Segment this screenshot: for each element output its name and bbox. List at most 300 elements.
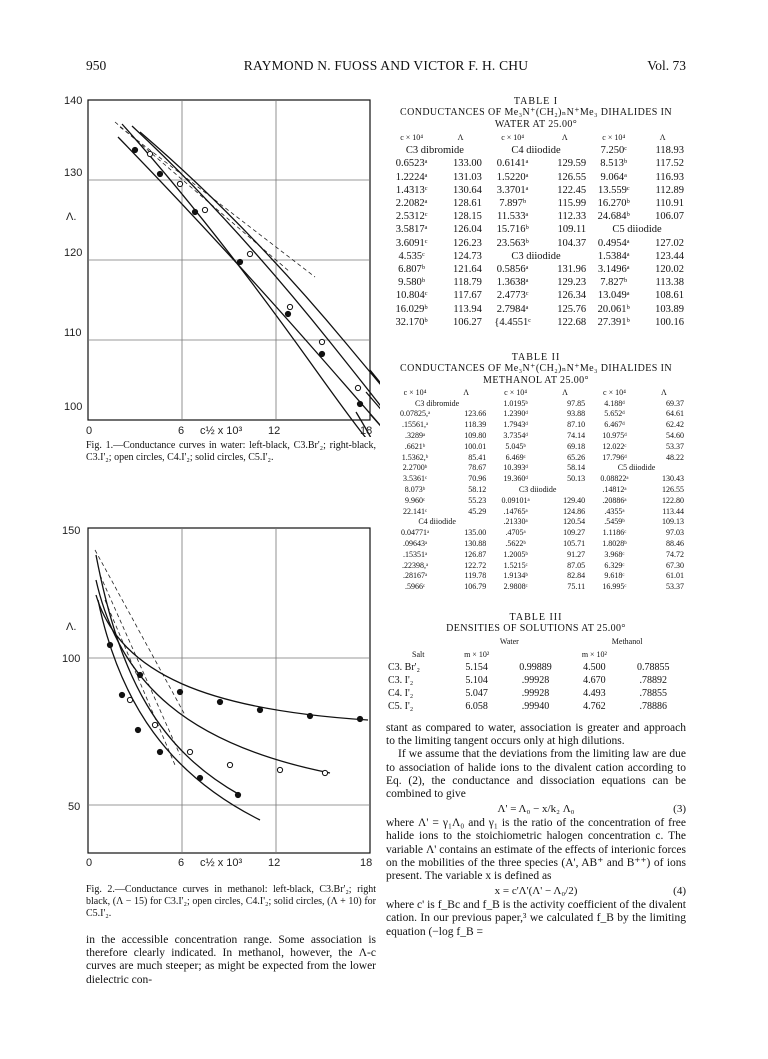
table-cell: 2.7984ᵃ (496, 303, 529, 315)
table-row (386, 144, 686, 157)
table-cell: 124.73 (453, 250, 482, 262)
data-point (227, 762, 232, 767)
table-cell: 119.78 (464, 571, 487, 581)
table-row (386, 452, 686, 463)
table-cell: 118.93 (655, 145, 684, 157)
table-cell: 0.09101ᵃ (501, 495, 530, 505)
fig1-xtick-label: 12 (268, 425, 281, 437)
table-cell: 10.393ᵈ (503, 463, 528, 473)
table-cell: 1.1186ᶜ (602, 528, 627, 538)
table-header-row (386, 648, 686, 661)
table-cell: 122.80 (662, 495, 684, 505)
table-cell: 32.170ᵇ (395, 316, 428, 328)
data-point (197, 775, 202, 780)
table-header-row (386, 131, 686, 144)
table-row (386, 210, 686, 223)
table-cell: 7.250ᶜ (600, 145, 627, 157)
table-row (386, 495, 686, 506)
data-point (355, 385, 360, 390)
fig1-ytick-label: 120 (64, 247, 83, 259)
table-cell: 1.5362,ᵇ (401, 452, 429, 462)
fig2-xtick-label: 12 (268, 857, 281, 869)
table-cell: .78855 (639, 688, 667, 699)
table-cell: 122.68 (557, 316, 587, 328)
paragraph: stant as compared to water, association is greater and approach to the limiting tangent occurs only at high dilutions. (386, 722, 686, 748)
table-group-label: C3 diiodide (511, 250, 561, 262)
table-cell: 3.5361ᶜ (403, 474, 428, 484)
table-cell: 112.89 (655, 184, 684, 196)
fig1-xtick-label: 0 (86, 425, 93, 437)
figure-2-caption: Fig. 2.—Conductance curves in methanol: left-black, C3.Br'₂; right black, (Λ − 15) for C3.I'₂; open circles, C4.I'₂; solid circles, (Λ + 10) for C5.I'₂. (86, 884, 376, 919)
table-cell: 129.23 (557, 277, 587, 289)
table-cell: 69.18 (567, 441, 586, 451)
table-row (386, 700, 686, 713)
table-cell: 7.897ᵇ (499, 198, 527, 210)
table-row (386, 441, 686, 452)
data-point (247, 251, 252, 256)
table-cell: 113.94 (453, 303, 482, 315)
table-cell: C5. I'₂ (388, 701, 414, 712)
table-cell: 65.26 (567, 452, 586, 462)
volume-label: Vol. 73 (647, 58, 686, 73)
table-cell: 104.37 (557, 237, 587, 249)
table-cell: 108.61 (655, 290, 684, 302)
data-point (192, 209, 197, 214)
figure-1-caption: Fig. 1.—Conductance curves in water: left-black, C3.Br'₂; right-black, C3.I'₂; open circles, C4.I'₂; solid circles, C5.I'₂. (86, 440, 376, 463)
table-cell: 2.4773ᶜ (496, 290, 529, 302)
table-cell: 23.563ᵇ (496, 237, 529, 249)
table-cell: .6621ᵇ (404, 441, 426, 451)
paragraph: where c' is f_Bc and f_B is the activity coefficient of the divalent cation. In our previous paper,³ we calculated f_B by the limiting equation (−log f_B = (386, 899, 686, 938)
table-row (386, 581, 686, 592)
fig1-ytick-label: 130 (64, 167, 83, 179)
table-cell: 8.513ᵇ (600, 158, 628, 170)
table-cell: 4.500 (583, 662, 606, 673)
data-point (177, 689, 182, 694)
table-cell: 6.329ᶜ (604, 560, 625, 570)
table-row (386, 484, 686, 495)
table-cell: 24.684ᵇ (597, 211, 630, 223)
left-column-text: in the accessible concentration range. Some association is therefore clearly indicated. In methanol, however, the Λ-c curves are much steeper; as might be expected from the lower dielectric con- (86, 934, 376, 986)
table-cell: 6.807ᵇ (398, 263, 426, 275)
table-cell: 126.87 (464, 549, 487, 559)
table-cell: .14765ᵃ (503, 506, 528, 516)
table-cell: 48.22 (666, 452, 684, 462)
table-cell: 1.5384ᵃ (597, 250, 630, 262)
table-row (386, 473, 686, 484)
table-cell: 9.960ᶜ (405, 495, 426, 505)
data-point (217, 699, 222, 704)
table-cell: 0.5856ᵃ (496, 263, 529, 275)
table-cell: 113.44 (662, 506, 684, 516)
table-cell: 8.073ᵇ (404, 485, 426, 495)
column-header: Λ (659, 133, 666, 143)
table-cell: 4.670 (583, 675, 606, 686)
running-header (86, 58, 686, 76)
table-row (386, 419, 686, 430)
table-group-header-row (386, 635, 686, 648)
table-cell: 109.27 (563, 528, 586, 538)
equation-4 (386, 883, 686, 899)
fig2-y-axis-label: Λ. (66, 621, 77, 633)
table-cell: {4.4551ᶜ (494, 316, 531, 328)
running-authors: RAYMOND N. FUOSS AND VICTOR F. H. CHU (243, 58, 529, 73)
table-cell: 122.45 (557, 184, 587, 196)
data-point (287, 304, 292, 309)
table-cell: .99928 (521, 688, 550, 699)
table-cell: .99940 (521, 701, 550, 712)
table-cell: .5966ᶜ (405, 582, 426, 592)
table-cell: 1.9134ᵇ (503, 571, 528, 581)
table-cell: .78892 (639, 675, 667, 686)
right-column-text (386, 722, 686, 939)
paragraph: where Λ' = γ₁Λ₀ and γ₁ is the ratio of the concentration of free halide ions to the stoichiometric halogen concentration c. The variable Λ' contains an estimate of the effects of interionic forces on the mobilities of the three species (A', AB⁺ and B⁺⁺) of ions present. The variable x is defined as (386, 817, 686, 883)
table-cell: 97.85 (567, 398, 586, 408)
table-cell: 16.029ᵇ (395, 303, 428, 315)
table-row (386, 197, 686, 210)
table-cell: 106.07 (655, 211, 684, 223)
table-row (386, 316, 686, 329)
table-cell: 105.71 (563, 539, 586, 549)
table-cell: 121.64 (453, 263, 482, 275)
fig2-limiting-tangent (95, 550, 185, 715)
fig2-curve-c4i (96, 580, 330, 773)
table-1-subtitle-line: WATER AT 25.00° (494, 119, 578, 130)
table-cell: 20.061ᵇ (597, 303, 630, 315)
table-cell: .20886ᵃ (602, 495, 627, 505)
table-cell: .28167ᵃ (402, 571, 428, 581)
table-cell: 5.154 (465, 662, 488, 673)
table-cell: 12.022ᶜ (602, 441, 627, 451)
table-cell: 93.88 (567, 409, 586, 419)
table-cell: 131.03 (453, 171, 482, 183)
table-cell: 1.2005ᵇ (503, 549, 528, 559)
fig1-curve-c3i (132, 126, 380, 420)
data-point (132, 147, 137, 152)
fig2-ytick-label: 50 (68, 801, 81, 813)
table-cell: 112.33 (557, 211, 587, 223)
table-2-title: TABLE II (511, 352, 561, 363)
data-point (319, 339, 324, 344)
spacer (386, 635, 451, 648)
table-cell: 7.827ᵇ (600, 277, 628, 289)
column-group-header: Water (499, 637, 519, 646)
page-number: 950 (86, 58, 107, 73)
equation-3-body: Λ' = Λ₀ − x/k₂ Λ₀ (497, 803, 575, 816)
table-cell: 4.188ᵈ (604, 398, 625, 408)
table-cell: 120.54 (563, 517, 586, 527)
table-cell: .99928 (521, 675, 550, 686)
table-cell: 91.27 (567, 549, 586, 559)
table-cell: 70.96 (468, 474, 487, 484)
table-cell: 1.0195ᵇ (503, 398, 528, 408)
column-header: c × 10⁴ (504, 387, 528, 397)
table-cell: 53.37 (666, 441, 684, 451)
table-cell: 1.8028ᵇ (602, 539, 627, 549)
table-cell: 130.43 (662, 474, 684, 484)
table-cell: .15351ᵃ (402, 549, 428, 559)
table-cell: 5.104 (465, 675, 488, 686)
table-row (386, 263, 686, 276)
column-header: Λ (562, 387, 568, 397)
table-group-label: C3 dibromide (405, 145, 464, 157)
table-cell: 9.580ᵇ (398, 277, 426, 289)
table-cell: 75.11 (567, 582, 586, 592)
table-cell: 0.78855 (637, 662, 670, 673)
data-point (357, 716, 362, 721)
table-cell: 129.40 (563, 495, 586, 505)
fig1-xtick-label: 18 (360, 425, 373, 437)
table-1 (386, 131, 686, 329)
data-point (285, 311, 290, 316)
table-3 (386, 635, 686, 713)
table-cell: 74.14 (567, 431, 586, 441)
table-group-label: C5 diiodide (612, 224, 662, 236)
table-cell: 3.1496ᵃ (597, 263, 630, 275)
table-cell: 11.533ᵃ (496, 211, 529, 223)
table-cell: 115.99 (557, 198, 587, 210)
table-header-row (386, 387, 686, 398)
fig1-xtick-label: 6 (178, 425, 185, 437)
table-1-subtitle-line: CONDUCTANCES OF Me₃N⁺(CH₂)ₙN⁺Me₃ DIHALIDES IN (400, 107, 672, 118)
column-group-header: Methanol (611, 637, 643, 646)
table-row (386, 398, 686, 409)
fig2-xtick-label: 0 (86, 857, 93, 869)
table-cell: 126.23 (453, 237, 482, 249)
figure-2-plot (60, 520, 380, 870)
table-cell: 4.493 (583, 688, 606, 699)
table-cell: 126.04 (453, 224, 482, 236)
fig1-limiting-tangent (120, 127, 315, 277)
data-point (127, 697, 132, 702)
column-header: c × 10⁴ (400, 133, 424, 143)
table-cell: 87.05 (567, 560, 586, 570)
table-cell: 45.29 (468, 506, 487, 516)
fig2-curve-c5i (96, 595, 368, 720)
table-cell: 5.652ᵈ (604, 409, 625, 419)
table-cell: 6.469ᶜ (505, 452, 526, 462)
data-point (277, 767, 282, 772)
table-cell: .22398,ᵃ (401, 560, 429, 570)
table-row (386, 661, 686, 674)
fig2-x-axis-label: c½ x 10³ (200, 857, 243, 869)
table-cell: 10.804ᶜ (395, 290, 428, 302)
data-point (257, 707, 262, 712)
table-cell: .5459ᵇ (604, 517, 625, 527)
table-cell: 128.61 (453, 198, 482, 210)
column-header: Salt (412, 650, 425, 659)
table-cell: 13.559ᶜ (597, 184, 630, 196)
table-cell: 64.61 (666, 409, 684, 419)
equation-4-number: (4) (673, 885, 686, 898)
table-cell: 118.39 (464, 420, 487, 430)
table-cell: .4355ᵃ (604, 506, 625, 516)
table-cell: 13.049ᵃ (597, 290, 630, 302)
table-cell: 126.55 (662, 485, 684, 495)
table-row (386, 289, 686, 302)
fig2-xtick-label: 6 (178, 857, 185, 869)
table-cell: 118.79 (453, 277, 482, 289)
table-cell: 126.55 (557, 171, 587, 183)
equation-3-number: (3) (673, 803, 686, 816)
fig2-curve-c3br (96, 555, 240, 795)
table-cell: 61.01 (666, 571, 684, 581)
data-point (237, 259, 242, 264)
table-cell: 100.01 (464, 441, 487, 451)
table-row (386, 463, 686, 474)
table-cell: 6.058 (465, 701, 488, 712)
table-cell: 109.13 (662, 517, 684, 527)
data-point (357, 401, 362, 406)
column-header: c × 10⁴ (403, 387, 427, 397)
table-row (386, 560, 686, 571)
table-cell: 131.96 (557, 263, 587, 275)
table-cell: 87.10 (567, 420, 586, 430)
fig2-ytick-label: 100 (62, 653, 81, 665)
table-cell: 0.99889 (519, 662, 552, 673)
table-cell: .5622ᵇ (505, 539, 526, 549)
fig2-limiting-tangent (105, 600, 175, 765)
column-header (503, 648, 568, 661)
table-cell: 1.2390ᵈ (503, 409, 528, 419)
table-cell: 85.41 (468, 452, 487, 462)
table-row (386, 674, 686, 687)
data-point (177, 181, 182, 186)
table-cell: 16.270ᵇ (597, 198, 630, 210)
table-cell: 67.30 (666, 560, 684, 570)
table-row (386, 157, 686, 170)
table-cell: 58.12 (468, 485, 487, 495)
table-cell: .15561,ᵃ (401, 420, 429, 430)
data-point (157, 171, 162, 176)
table-2 (386, 387, 686, 592)
table-row (386, 430, 686, 441)
data-point (322, 770, 327, 775)
data-point (235, 792, 240, 797)
table-cell: 1.5220ᵃ (496, 171, 529, 183)
fig2-xtick-label: 18 (360, 857, 373, 869)
table-cell: 88.46 (666, 539, 684, 549)
table-cell: 55.23 (468, 495, 487, 505)
table-cell: 3.7354ᵈ (503, 431, 528, 441)
data-point (307, 713, 312, 718)
table-cell: 109.11 (557, 224, 587, 236)
data-point (135, 727, 140, 732)
column-header: c × 10⁴ (603, 387, 626, 397)
table-group-label: C4 diiodide (418, 517, 456, 527)
table-row (386, 409, 686, 420)
table-cell: 1.4313ᶜ (395, 184, 428, 196)
table-1-block (386, 96, 686, 329)
table-cell: 3.3701ᵃ (496, 184, 529, 196)
table-cell: 78.67 (468, 463, 487, 473)
table-cell: 22.141ᶜ (403, 506, 428, 516)
table-cell: 3.6091ᶜ (395, 237, 428, 249)
table-cell: 58.14 (567, 463, 586, 473)
table-cell: 0.6523ᵃ (395, 158, 428, 170)
figure-1-plot (60, 92, 380, 437)
table-cell: 106.27 (453, 316, 482, 328)
fig1-ytick-label: 100 (64, 401, 83, 413)
table-cell: 120.02 (655, 263, 684, 275)
table-cell: 109.80 (464, 431, 487, 441)
table-row (386, 517, 686, 528)
fig1-ytick-label: 110 (64, 327, 82, 339)
data-point (152, 722, 157, 727)
table-row (386, 302, 686, 315)
table-cell: .3289ᵃ (404, 431, 426, 441)
table-row (386, 171, 686, 184)
table-cell: .78886 (639, 701, 667, 712)
fig1-x-axis-label: c½ x 10³ (200, 425, 243, 437)
table-row (386, 527, 686, 538)
column-header: Λ (463, 387, 470, 397)
equation-3 (386, 801, 686, 817)
table-cell: 53.37 (666, 582, 684, 592)
table-2-subtitle-line: METHANOL AT 25.00° (483, 375, 589, 386)
table-cell: 0.4954ᵃ (597, 237, 630, 249)
data-point (202, 207, 207, 212)
table-cell: 10.975ᵈ (602, 431, 627, 441)
data-point (119, 692, 124, 697)
table-cell: 122.72 (464, 560, 487, 570)
table-row (386, 223, 686, 236)
column-header: Λ (561, 133, 568, 143)
table-cell: 19.360ᵈ (503, 474, 528, 484)
table-3-subtitle: DENSITIES OF SOLUTIONS AT 25.00° (446, 623, 626, 634)
table-row (386, 184, 686, 197)
table-cell: 15.716ᵇ (496, 224, 529, 236)
fig2-ytick-label: 150 (62, 525, 81, 537)
column-header: Λ (457, 133, 464, 143)
table-cell: 9.064ᵃ (600, 171, 627, 183)
table-row (386, 687, 686, 700)
table-cell: 2.2700ᵇ (402, 463, 428, 473)
paragraph: If we assume that the deviations from the limiting law are due to association of halide ions to the divalent cation according to Eq. (2), the conductance and dissociation equations can be combined to give (386, 748, 686, 801)
table-cell: 74.72 (666, 549, 684, 559)
data-point (319, 351, 324, 356)
table-cell: 6.467ᵈ (604, 420, 625, 430)
table-cell: 97.03 (666, 528, 684, 538)
table-cell: 1.3638ᵃ (496, 277, 529, 289)
table-cell: 5.047 (465, 688, 488, 699)
table-row (386, 276, 686, 289)
fig1-curve-c5i (118, 137, 380, 437)
column-header (621, 648, 686, 661)
table-cell: 127.02 (655, 237, 684, 249)
equation-4-body: x = c'Λ'(Λ' − Λ₀/2) (494, 885, 578, 898)
table-row (386, 549, 686, 560)
table-cell: .21330ᵃ (503, 517, 528, 527)
table-cell: 0.6141ᵃ (496, 158, 529, 170)
table-group-label: C3 dibromide (415, 398, 460, 408)
table-cell: 2.9808ᶜ (503, 582, 528, 592)
table-cell: 0.07825,ᵃ (399, 409, 431, 419)
table-cell: 100.16 (655, 316, 684, 328)
table-group-label: C3 diiodide (518, 485, 557, 495)
table-cell: 27.391ᵇ (597, 316, 630, 328)
table-cell: 113.38 (655, 277, 684, 289)
table-cell: 0.08822ᵃ (600, 474, 629, 484)
table-row (386, 571, 686, 582)
table-cell: 3.968ᶜ (604, 549, 625, 559)
table-cell: 110.91 (655, 198, 684, 210)
table-cell: 116.93 (655, 171, 684, 183)
table-cell: 4.762 (583, 701, 606, 712)
table-cell: 1.5215ᶜ (503, 560, 528, 570)
table-cell: 117.52 (655, 158, 684, 170)
table-1-title: TABLE I (513, 96, 559, 107)
